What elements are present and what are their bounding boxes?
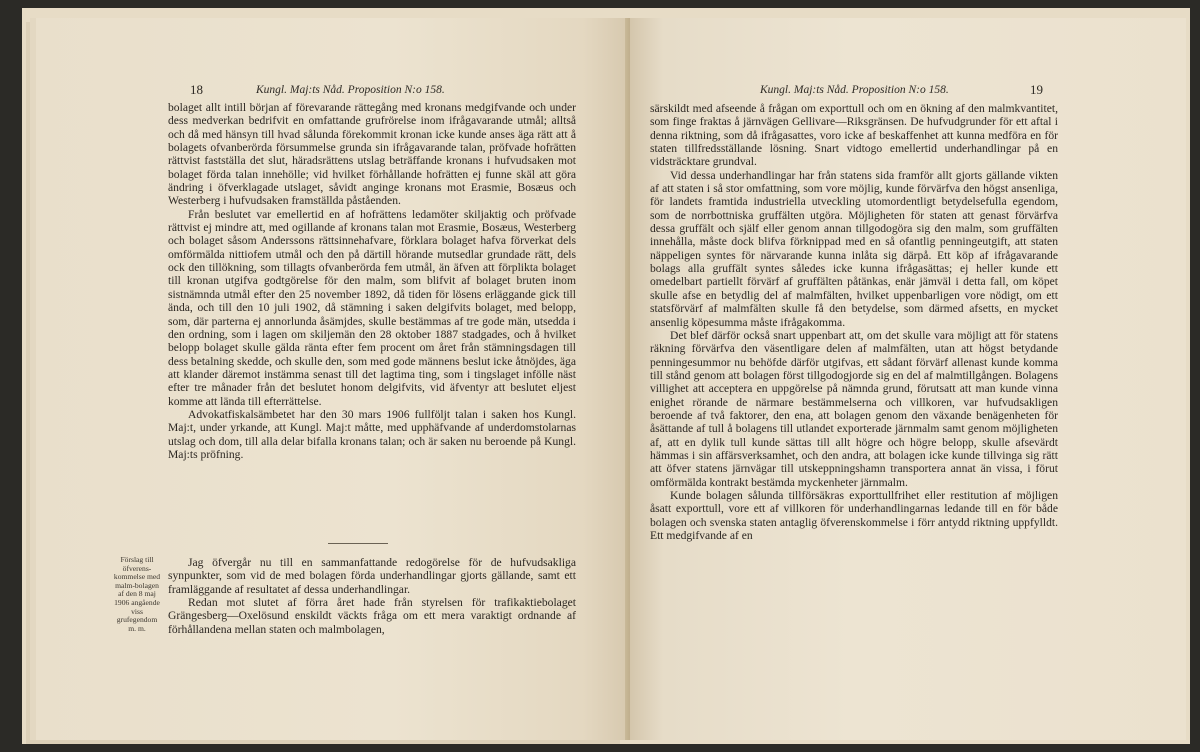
left-paragraph-5: Redan mot slutet af förra året hade från styrelsen för trafikaktiebolaget Grängesberg—Oxelösund enskildt väckts fråga om ett mera varaktigt ordnande af förhållandena mellan staten och malmbolagen, [168,596,576,636]
right-page-number: 19 [1030,82,1043,97]
left-paragraph-1: bolaget allt intill början af förevarande rättegång med kronans medgifvande och under dess medverkan bedrifvit en omfattande grufrörelse inom ifrågavarande utmål; alltså och då med hänsyn till hvad sålunda förekommit kronan icke kunde anses äga rätt att å bolagets ofvanberörda försummelse grunda sin ifrågavarande talan, pröfvade hofrätten rättvist fastställa det slut, häradsrättens utslag beträffande kronans i hufvudsaken mot bolaget förda talan innehölle; vid hvilket förhållande hofrätten ej funne skäl att göra ändring i öfverklagade utslaget, såvidt anginge kronans mot Erasmie, Bosæus och Westerberg i hufvudsaken framställda påståenden. [168,101,576,208]
left-paragraph-3: Advokatfiskalsämbetet har den 30 mars 1906 fullföljt talan i saken hos Kungl. Maj:t, under yrkande, att Kungl. Maj:t måtte, med upphäfvande af underdomstolarnas utslag och dom, till alla delar bifalla kronans talan; och är saken nu beroende på Kungl. Maj:ts pröfning. [168,407,576,461]
section-divider [328,543,388,544]
left-column-upper [168,101,576,533]
margin-note: Förslag till öfverens-kommelse med malm-bolagen af den 8 maj 1906 angående viss grufegendom m. m. [113,555,161,633]
left-paragraph-4: Jag öfvergår nu till en sammanfattande redogörelse för de hufvudsakliga synpunkter, som vid de med bolagen förda underhandlingar gjorts gällande, samt ett framläggande af resultatet af dessa underhandlingar. [168,556,576,596]
right-page-header: Kungl. Maj:ts Nåd. Proposition N:o 158. [760,84,949,96]
left-column-lower [168,556,576,666]
right-paragraph-2: Vid dessa underhandlingar har från statens sida framför allt gjorts gällande vikten af att staten i så stor omfattning, som vore möjlig, kunde förvärfva den högst ansenliga, för landets framtida industriella utveckling utomordentligt betydelsefulla egendom, som de norrbottniska gruffälten utgöra. Möjligheten för staten att genast förvärfva dessa gruffält och själf eller genom annan tillgodogöra sig den malm, som gruffälten innehålla, måste dock blifva förknippad med en så ofantlig penningeutgift, att staten näppeligen syntes för närvarande kunna inlåta sig därpå. Ett köp af ifrågavarande bolags alla gruffält syntes således icke kunna ifrågasättas; ej heller kunde ett omedelbart partiellt förvärf af gruffälten påtänkas, enär jämväl i detta fall, om köpet skulle afse en betydlig del af malmfälten, hvilket uppenbarligen vore nödigt, om ett statsförvärf af malmfälten skulle få den betydelse, som därmed afsetts, en mycket ansenlig köpesumma måste ifrågakomma. [650,168,1058,329]
right-paragraph-1: särskildt med afseende å frågan om exporttull och om en ökning af den malmkvantitet, som finge fraktas å järnvägen Gellivare—Riksgränsen. De hufvudgrunder för ett aftal i denna riktning, som då ifrågasattes, voro icke af beskaffenhet att kunna medföra en för staten tillfredsställande lösning. Snart vidtogo emellertid underhandlingar på en vidsträcktare grundval. [650,102,1058,169]
right-paragraph-3: Det blef därför också snart uppenbart att, om det skulle vara möjligt att för statens räkning förvärfva den väsentligare delen af malmfälten, utan att högst betydande penningesummor nu behöfde därför utgifvas, ett sådant förvärf allenast kunde komma till stånd genom att bolagen först tillgodogjorde sig en del af malmtillgången. Bolagens villighet att acceptera en uppgörelse på nämnda grund, förutsatt att man kunde vinna enighet rörande de närmare bestämmelserna och villkoren, var hufvudsakligen beroende af två faktorer, den ena, att bolagen genom den växande benägenheten för åsättande af tull å bolagens till utlandet exporterade järnmalm samt genom möjligheten af, att en dylik tull kunde sättas till allt högre och högre belopp, skulle afsevärdt hämmas i sin affärsverksamhet, och den andra, att bolagen icke kunde tillvinga sig rätt att öfver statens järnvägar till utskeppningshamn transportera annat än vissa, i förut omförmälda kontrakt bestämda myckenheter järnmalm. [650,328,1058,489]
right-column [650,102,1058,634]
left-page-header: Kungl. Maj:ts Nåd. Proposition N:o 158. [256,84,445,96]
left-page-number: 18 [190,82,203,97]
left-paragraph-2: Från beslutet var emellertid en af hofrättens ledamöter skiljaktig och pröfvade rättvist ej mindre att, med ogillande af kronans talan mot Erasmie, Bosæus, Westerberg och bolaget såsom Anderssons rättsinnehafvare, förklara bolaget hafva förverkat dels omförmälda nittiofem utmål och den på därtill hörande mutsedlar grundade rätt, dels ock den tillökning, som tillagts ofvanberörda fem utmål, än äfven att förplikta bolaget till kronan utgifva godtgörelse för den malm, som blifvit af bolaget bruten inom sistnämnda utmål efter den 25 november 1892, då tiden för lösens erläggande gick till ända, och till den 10 juli 1902, då stämning i saken delgifvits bolaget, med belopp, som, där parterna ej annorlunda åsämjdes, skulle bestämmas af tre gode män, utsedda i den ordning, som i lagen om skiljemän den 28 oktober 1887 stadgades, och å hvilket belopp bolaget skulle gälda ränta efter fem procent om året från stämningsdagen till dess betalning skedde, och skulle den, som med gode männens beslut icke åtnöjdes, äga att klander däremot instämma senast till det lagtima ting, som i tingslaget infölle näst efter tre månader från det beslutet honom delgifvits, vid äfventyr att beslutet eljest komme att lända till efterrättelse. [168,207,576,408]
right-paragraph-4: Kunde bolagen sålunda tillförsäkras exporttullfrihet eller restitution af möjligen åsatt exporttull, vore ett af villkoren för underhandlingarnas ledande till en för både bolagen och svenska staten antaglig öfverenskommelse i förr antydd riktning uppfylldt. Ett medgifvande af en [650,488,1058,542]
